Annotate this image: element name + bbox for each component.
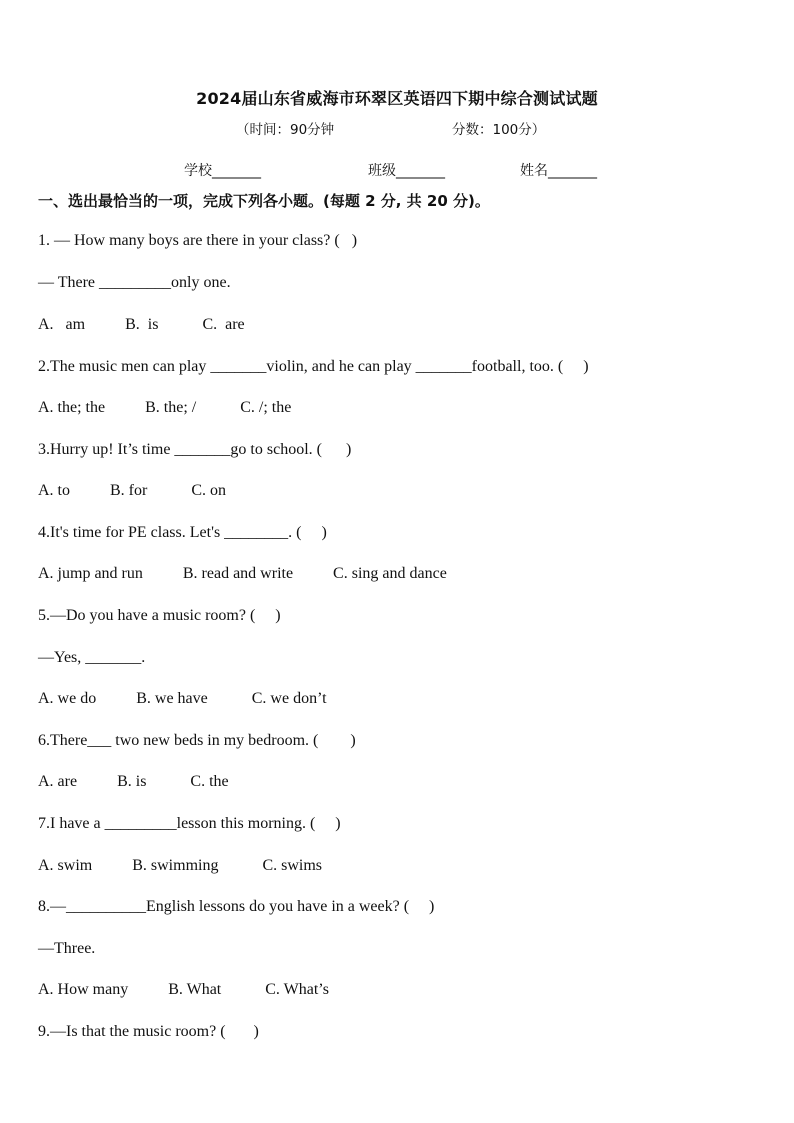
question-2: 2.The music men can play _______violin, and he can play _______football, too. ( ): [38, 358, 589, 375]
question-3-options: A. to B. for C. on: [38, 482, 226, 499]
exam-time: （时间：90分钟: [236, 122, 335, 138]
question-8-options: A. How many B. What C. What’s: [38, 981, 329, 998]
question-7-options: A. swim B. swimming C. swims: [38, 857, 323, 874]
question-5-options: A. we do B. we have C. we don’t: [38, 690, 327, 707]
class-field: 班级_______: [368, 163, 445, 179]
question-4-options: A. jump and run B. read and write C. sing and dance: [38, 565, 447, 582]
question-1-options: A. am B. is C. are: [38, 316, 245, 333]
question-5: 5.—Do you have a music room? ( ): [38, 607, 281, 624]
school-field: 学校_______: [184, 163, 261, 179]
question-4: 4.It's time for PE class. Let's ________. ( ): [38, 524, 327, 541]
question-3: 3.Hurry up! It’s time _______go to school. ( ): [38, 441, 352, 458]
question-2-options: A. the; the B. the; / C. /; the: [38, 399, 292, 416]
exam-title: 2024届山东省威海市环翠区英语四下期中综合测试试题: [196, 89, 598, 108]
question-8: 8.—__________English lessons do you have in a week? ( ): [38, 898, 435, 915]
question-6-options: A. are B. is C. the: [38, 773, 229, 790]
section-1-heading: 一、选出最恰当的一项，完成下列各小题。(每题 2 分, 共 20 分)。: [38, 192, 490, 210]
question-6: 6.There___ two new beds in my bedroom. ( ): [38, 732, 356, 749]
question-8-answer: —Three.: [38, 940, 96, 957]
exam-score: 分数：100分）: [452, 122, 546, 138]
question-1: 1. — How many boys are there in your class? ( ): [38, 232, 358, 249]
name-field: 姓名_______: [520, 163, 597, 179]
question-7: 7.I have a _________lesson this morning. ( ): [38, 815, 341, 832]
question-5-answer: —Yes, _______.: [38, 649, 146, 666]
question-1-answer: — There _________only one.: [38, 274, 231, 291]
question-9: 9.—Is that the music room? ( ): [38, 1023, 259, 1040]
